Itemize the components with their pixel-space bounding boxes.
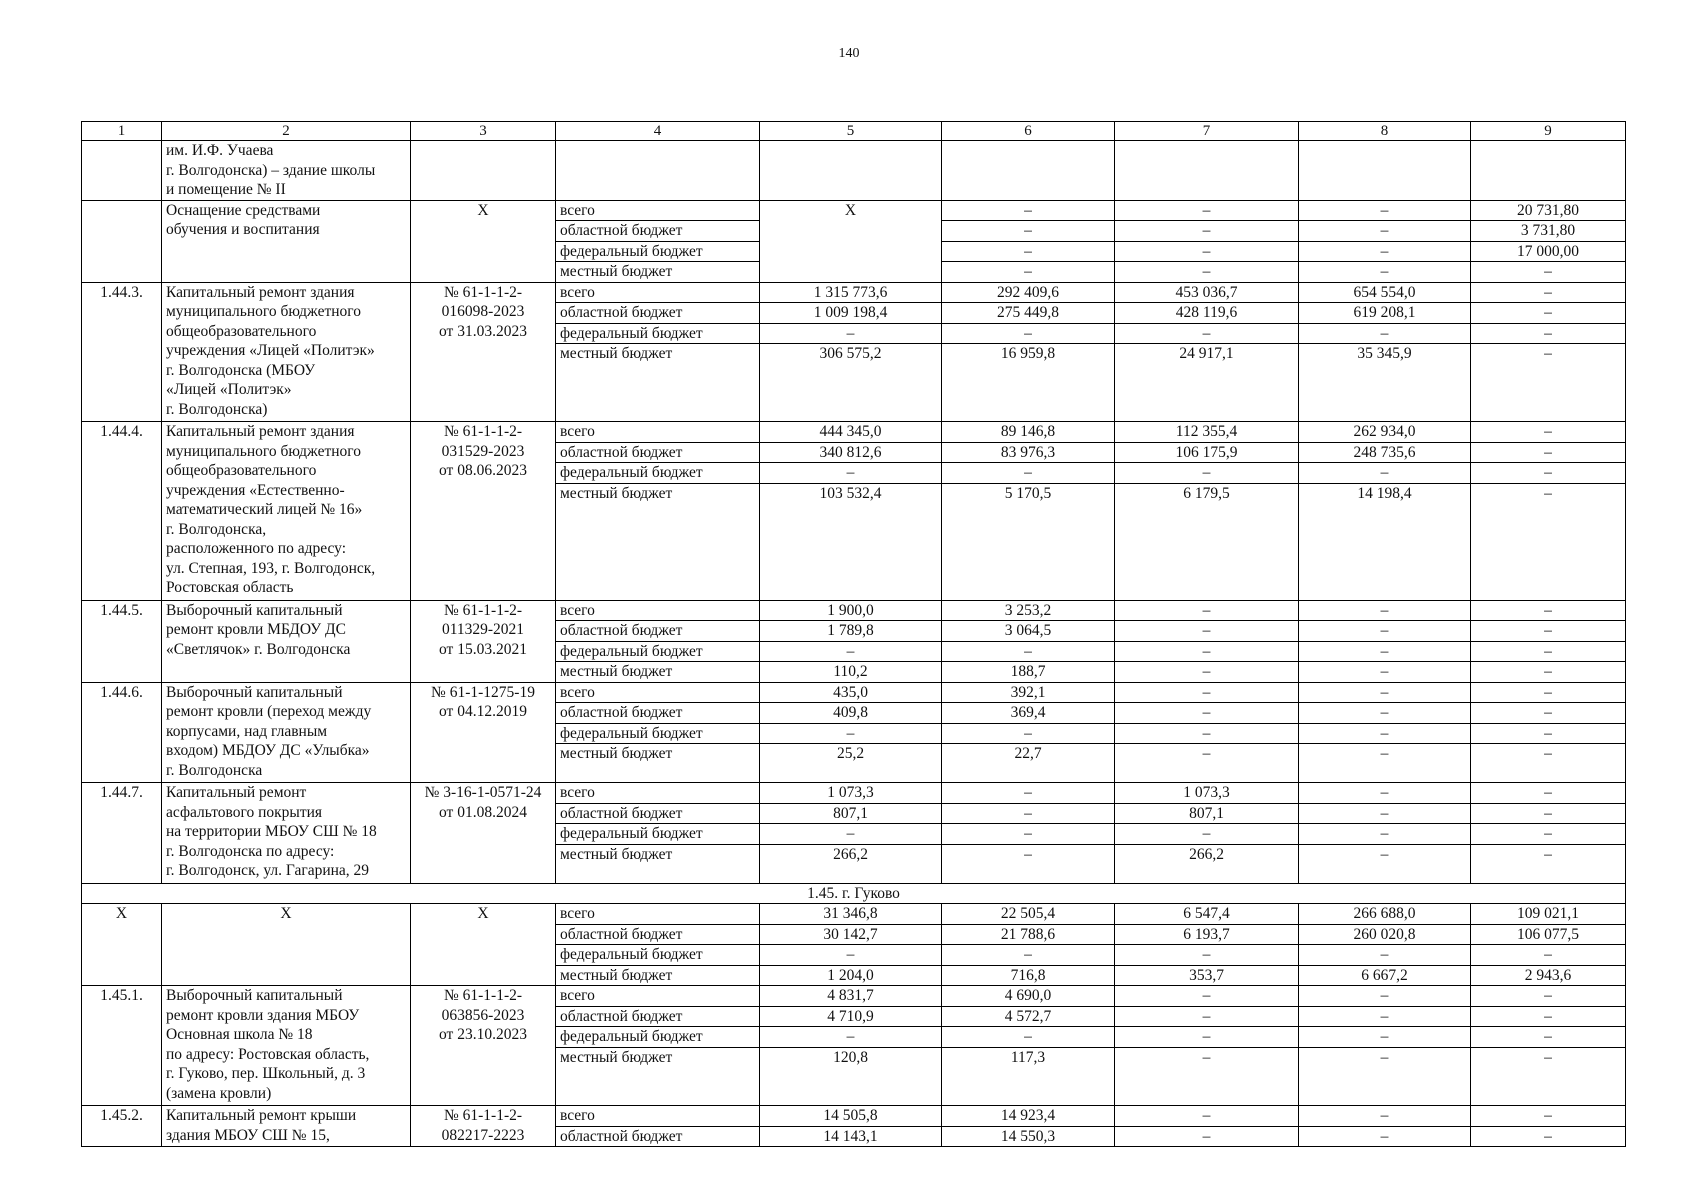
cell-empty (411, 141, 556, 201)
cell-document: № 61-1-1-2- 082217-2223 (411, 1106, 556, 1147)
cell-value: Х (760, 200, 942, 282)
cell-value: – (1115, 323, 1299, 344)
cell-value: 25,2 (760, 744, 942, 783)
cell-value: 3 064,5 (942, 621, 1115, 642)
cell-value: 1 073,3 (760, 783, 942, 804)
cell-value: 188,7 (942, 662, 1115, 683)
cell-document: № 61-1-1-2- 031529-2023 от 08.06.2023 (411, 422, 556, 601)
cell-num: 1.44.4. (82, 422, 162, 601)
cell-budget-label: областной бюджет (556, 1006, 760, 1027)
cell-value: – (760, 723, 942, 744)
cell-value: – (942, 221, 1115, 242)
cell-value: – (760, 463, 942, 484)
cell-value: 14 923,4 (942, 1106, 1115, 1127)
cell-object-name: им. И.Ф. Учаева г. Волгодонска) – здание школы и помещение № II (162, 141, 411, 201)
cell-value: 14 143,1 (760, 1126, 942, 1147)
cell-value: – (1115, 1027, 1299, 1048)
cell-num: Х (82, 904, 162, 986)
cell-value: 3 731,80 (1471, 221, 1626, 242)
cell-budget-label: местный бюджет (556, 744, 760, 783)
cell-value: 89 146,8 (942, 422, 1115, 443)
col-header-3: 3 (411, 122, 556, 141)
cell-budget-label: местный бюджет (556, 662, 760, 683)
cell-value: – (760, 824, 942, 845)
cell-budget-label: всего (556, 986, 760, 1007)
cell-value: – (1299, 200, 1471, 221)
cell-value: 4 710,9 (760, 1006, 942, 1027)
cell-value: – (942, 824, 1115, 845)
cell-value: – (1115, 463, 1299, 484)
page-number: 140 (838, 46, 860, 61)
cell-value: – (1471, 1027, 1626, 1048)
cell-empty (942, 141, 1115, 201)
cell-value: 31 346,8 (760, 904, 942, 925)
cell-value: – (1299, 824, 1471, 845)
section-row (82, 883, 1626, 904)
cell-value: – (1471, 442, 1626, 463)
cell-budget-label: всего (556, 904, 760, 925)
cell-value: 275 449,8 (942, 303, 1115, 324)
cell-object-name: Выборочный капитальный ремонт кровли МБДОУ ДС «Светлячок» г. Волгодонска (162, 600, 411, 682)
cell-object-name: Капитальный ремонт здания муниципального бюджетного общеобразовательного учреждения «Естественно- математический лицей № 16» г. Волгодонска, расположенного по адресу: ул. Степная, 193, г. Волгодонск, Ростовская область (162, 422, 411, 601)
cell-value: – (1115, 600, 1299, 621)
cell-budget-label: всего (556, 422, 760, 443)
cell-value: – (760, 945, 942, 966)
cell-value: – (1299, 1006, 1471, 1027)
cell-value: – (1115, 262, 1299, 283)
cell-value: – (1299, 723, 1471, 744)
col-header-4: 4 (556, 122, 760, 141)
cell-value: – (1471, 682, 1626, 703)
cell-value: 260 020,8 (1299, 924, 1471, 945)
item-row (82, 282, 1626, 303)
cell-value: 248 735,6 (1299, 442, 1471, 463)
cell-value: 14 505,8 (760, 1106, 942, 1127)
cell-budget-label: местный бюджет (556, 483, 760, 600)
cell-value: 1 204,0 (760, 965, 942, 986)
cell-value: – (1471, 986, 1626, 1007)
cell-value: – (1471, 844, 1626, 883)
cell-value: 292 409,6 (942, 282, 1115, 303)
cell-budget-label: всего (556, 682, 760, 703)
cell-value: 435,0 (760, 682, 942, 703)
cell-value: 1 315 773,6 (760, 282, 942, 303)
cell-document: № 61-1-1-2- 011329-2021 от 15.03.2021 (411, 600, 556, 682)
cell-value: – (1115, 1106, 1299, 1127)
cell-budget-label: областной бюджет (556, 221, 760, 242)
cell-num: 1.45.1. (82, 986, 162, 1106)
cell-value: – (1471, 723, 1626, 744)
cell-value: – (1115, 241, 1299, 262)
cell-value: 807,1 (1115, 803, 1299, 824)
cell-value: – (1471, 600, 1626, 621)
cell-value: – (1471, 1126, 1626, 1147)
cell-value: – (942, 945, 1115, 966)
cell-budget-label: федеральный бюджет (556, 824, 760, 845)
cell-value: 35 345,9 (1299, 344, 1471, 422)
cell-value: – (1299, 463, 1471, 484)
cell-value: 117,3 (942, 1047, 1115, 1106)
cell-value: – (1471, 1006, 1626, 1027)
cell-value: – (1299, 1106, 1471, 1127)
cell-value: – (1299, 1027, 1471, 1048)
cell-num: 1.45.2. (82, 1106, 162, 1147)
cell-value: – (760, 323, 942, 344)
cell-budget-label: всего (556, 1106, 760, 1127)
cell-value: – (1471, 744, 1626, 783)
col-header-1: 1 (82, 122, 162, 141)
cell-value: 369,4 (942, 703, 1115, 724)
cell-budget-label: областной бюджет (556, 621, 760, 642)
cell-budget-label: всего (556, 282, 760, 303)
cell-value: 4 690,0 (942, 986, 1115, 1007)
cell-value: – (1299, 621, 1471, 642)
cell-value: 4 572,7 (942, 1006, 1115, 1027)
cell-value: – (1471, 703, 1626, 724)
cell-value: 6 193,7 (1115, 924, 1299, 945)
col-header-7: 7 (1115, 122, 1299, 141)
cell-value: 106 077,5 (1471, 924, 1626, 945)
cell-value: – (942, 241, 1115, 262)
cell-budget-label: федеральный бюджет (556, 463, 760, 484)
cell-value: 266,2 (1115, 844, 1299, 883)
cell-value: 109 021,1 (1471, 904, 1626, 925)
cell-budget-label: федеральный бюджет (556, 641, 760, 662)
cell-budget-label: областной бюджет (556, 924, 760, 945)
cell-value: 16 959,8 (942, 344, 1115, 422)
col-header-8: 8 (1299, 122, 1471, 141)
cell-value: – (1471, 1106, 1626, 1127)
cell-value: – (942, 641, 1115, 662)
cell-budget-label: областной бюджет (556, 803, 760, 824)
cell-budget-label: областной бюджет (556, 303, 760, 324)
cell-document: № 61-1-1-2- 016098-2023 от 31.03.2023 (411, 282, 556, 422)
cell-value: – (1299, 744, 1471, 783)
cell-empty (1115, 141, 1299, 201)
cell-value: 1 789,8 (760, 621, 942, 642)
cell-budget-label: местный бюджет (556, 1047, 760, 1106)
cell-value: – (1299, 682, 1471, 703)
cell-value: 22 505,4 (942, 904, 1115, 925)
cell-value: 306 575,2 (760, 344, 942, 422)
cell-budget-label: всего (556, 600, 760, 621)
cell-value: – (1299, 844, 1471, 883)
cell-budget-label: областной бюджет (556, 442, 760, 463)
cell-value: – (1299, 600, 1471, 621)
col-header-9: 9 (1471, 122, 1626, 141)
item-row (82, 422, 1626, 443)
cell-value: – (1115, 1047, 1299, 1106)
cell-empty (1299, 141, 1471, 201)
cell-value: – (942, 323, 1115, 344)
cell-value: – (1115, 662, 1299, 683)
cell-value: – (1471, 262, 1626, 283)
cell-value: 103 532,4 (760, 483, 942, 600)
cell-value: – (1471, 783, 1626, 804)
cell-value: – (942, 723, 1115, 744)
cell-num (82, 141, 162, 201)
cell-value: 453 036,7 (1115, 282, 1299, 303)
cell-value: 428 119,6 (1115, 303, 1299, 324)
cell-value: 1 073,3 (1115, 783, 1299, 804)
cell-value: 1 900,0 (760, 600, 942, 621)
cell-budget-label: федеральный бюджет (556, 241, 760, 262)
cell-value: 6 547,4 (1115, 904, 1299, 925)
cell-document: Х (411, 904, 556, 986)
col-header-6: 6 (942, 122, 1115, 141)
item-row (82, 600, 1626, 621)
cell-value: – (1115, 723, 1299, 744)
cell-value: 392,1 (942, 682, 1115, 703)
cell-value: – (942, 783, 1115, 804)
cell-value: – (1299, 703, 1471, 724)
col-header-5: 5 (760, 122, 942, 141)
cell-budget-label: местный бюджет (556, 344, 760, 422)
cell-value: 106 175,9 (1115, 442, 1299, 463)
cell-value: – (1299, 241, 1471, 262)
cell-budget-label: областной бюджет (556, 1126, 760, 1147)
cell-value: – (1471, 803, 1626, 824)
cell-value: – (1115, 1006, 1299, 1027)
cell-value: – (1471, 303, 1626, 324)
cell-object-name: Х (162, 904, 411, 986)
cell-value: – (942, 844, 1115, 883)
cell-value: 120,8 (760, 1047, 942, 1106)
cell-value: 716,8 (942, 965, 1115, 986)
cell-document: № 3-16-1-0571-24 от 01.08.2024 (411, 783, 556, 884)
cell-value: – (1299, 262, 1471, 283)
cell-value: – (760, 1027, 942, 1048)
item-row (82, 682, 1626, 703)
cell-value: 14 550,3 (942, 1126, 1115, 1147)
cell-value: – (1299, 323, 1471, 344)
cell-value: 2 943,6 (1471, 965, 1626, 986)
cell-value: 21 788,6 (942, 924, 1115, 945)
cell-document: Х (411, 200, 556, 282)
cell-value: – (1471, 641, 1626, 662)
cell-value: – (942, 463, 1115, 484)
cell-value: – (1471, 483, 1626, 600)
cell-value: 807,1 (760, 803, 942, 824)
cell-value: – (1115, 744, 1299, 783)
cell-value: 24 917,1 (1115, 344, 1299, 422)
cell-value: 654 554,0 (1299, 282, 1471, 303)
cell-value: – (1299, 1126, 1471, 1147)
cell-value: – (1115, 641, 1299, 662)
cell-num (82, 200, 162, 282)
cell-value: – (1115, 1126, 1299, 1147)
cell-value: 22,7 (942, 744, 1115, 783)
cell-object-name: Выборочный капитальный ремонт кровли (переход между корпусами, над главным входом) МБДОУ ДС «Улыбка» г. Волгодонска (162, 682, 411, 783)
cell-value: – (942, 803, 1115, 824)
cell-value: – (1115, 824, 1299, 845)
cell-value: – (1299, 641, 1471, 662)
cell-value: 266,2 (760, 844, 942, 883)
cell-value: – (1299, 1047, 1471, 1106)
cell-budget-label: местный бюджет (556, 965, 760, 986)
cell-value: – (1115, 200, 1299, 221)
cell-value: 266 688,0 (1299, 904, 1471, 925)
cell-value: 353,7 (1115, 965, 1299, 986)
cell-empty (1471, 141, 1626, 201)
cell-value: 20 731,80 (1471, 200, 1626, 221)
cell-object-name: Капитальный ремонт асфальтового покрытия на территории МБОУ СШ № 18 г. Волгодонска по адресу: г. Волгодонск, ул. Гагарина, 29 (162, 783, 411, 884)
col-header-2: 2 (162, 122, 411, 141)
cell-value: – (1299, 986, 1471, 1007)
cell-document: № 61-1-1-2- 063856-2023 от 23.10.2023 (411, 986, 556, 1106)
cell-value: – (1471, 422, 1626, 443)
cell-value: – (942, 200, 1115, 221)
cell-value: – (1299, 945, 1471, 966)
cell-budget-label: местный бюджет (556, 844, 760, 883)
cell-value: 14 198,4 (1299, 483, 1471, 600)
cell-value: – (942, 262, 1115, 283)
cell-num: 1.44.7. (82, 783, 162, 884)
cell-value: – (1471, 621, 1626, 642)
cell-value: – (1115, 682, 1299, 703)
cell-value: – (942, 1027, 1115, 1048)
cell-value: – (1471, 1047, 1626, 1106)
section-title: 1.45. г. Гуково (82, 883, 1626, 904)
cell-value: – (1471, 323, 1626, 344)
cell-budget-label: всего (556, 783, 760, 804)
cell-value: 110,2 (760, 662, 942, 683)
cell-budget-label: всего (556, 200, 760, 221)
cell-value: – (1471, 824, 1626, 845)
cell-value: – (1115, 945, 1299, 966)
item-row (82, 986, 1626, 1007)
cell-object-name: Выборочный капитальный ремонт кровли здания МБОУ Основная школа № 18 по адресу: Ростовская область, г. Гуково, пер. Школьный, д. 3 (замена кровли) (162, 986, 411, 1106)
cell-value: – (1471, 282, 1626, 303)
cell-num: 1.44.5. (82, 600, 162, 682)
cell-value: – (1471, 945, 1626, 966)
cell-value: – (1115, 621, 1299, 642)
cell-value: 340 812,6 (760, 442, 942, 463)
cell-value: 409,8 (760, 703, 942, 724)
cell-value: 83 976,3 (942, 442, 1115, 463)
cell-value: 4 831,7 (760, 986, 942, 1007)
cell-budget-label: федеральный бюджет (556, 723, 760, 744)
cell-value: 444 345,0 (760, 422, 942, 443)
cell-value: – (1471, 662, 1626, 683)
cell-object-name: Оснащение средствами обучения и воспитания (162, 200, 411, 282)
cell-value: 619 208,1 (1299, 303, 1471, 324)
cell-value: 3 253,2 (942, 600, 1115, 621)
cell-num: 1.44.3. (82, 282, 162, 422)
cell-value: – (1299, 803, 1471, 824)
section-total-row (82, 904, 1626, 925)
cell-value: 112 355,4 (1115, 422, 1299, 443)
cell-value: – (1471, 463, 1626, 484)
cell-value: – (1299, 783, 1471, 804)
cell-value: 6 179,5 (1115, 483, 1299, 600)
cell-value: – (1471, 344, 1626, 422)
cell-num: 1.44.6. (82, 682, 162, 783)
item-row (82, 1106, 1626, 1127)
continuation-row (82, 141, 1626, 201)
cell-empty (760, 141, 942, 201)
cell-document: № 61-1-1275-19 от 04.12.2019 (411, 682, 556, 783)
cell-value: 5 170,5 (942, 483, 1115, 600)
cell-value: – (1115, 986, 1299, 1007)
budget-table (81, 121, 1626, 1147)
cell-value: – (760, 641, 942, 662)
cell-value: 262 934,0 (1299, 422, 1471, 443)
cell-value: – (1115, 703, 1299, 724)
cell-object-name: Капитальный ремонт крыши здания МБОУ СШ № 15, (162, 1106, 411, 1147)
cell-value: 30 142,7 (760, 924, 942, 945)
cell-budget-label: федеральный бюджет (556, 1027, 760, 1048)
cell-value: 1 009 198,4 (760, 303, 942, 324)
cell-value: – (1299, 221, 1471, 242)
cell-empty (556, 141, 760, 201)
item-row (82, 783, 1626, 804)
cell-value: 6 667,2 (1299, 965, 1471, 986)
cell-budget-label: местный бюджет (556, 262, 760, 283)
cell-value: 17 000,00 (1471, 241, 1626, 262)
equipment-row (82, 200, 1626, 221)
column-numbers-header (82, 122, 1626, 141)
cell-value: – (1115, 221, 1299, 242)
cell-object-name: Капитальный ремонт здания муниципального бюджетного общеобразовательного учреждения «Лицей «Политэк» г. Волгодонска (МБОУ «Лицей «Политэк» г. Волгодонска) (162, 282, 411, 422)
cell-value: – (1299, 662, 1471, 683)
cell-budget-label: федеральный бюджет (556, 323, 760, 344)
cell-budget-label: федеральный бюджет (556, 945, 760, 966)
cell-budget-label: областной бюджет (556, 703, 760, 724)
